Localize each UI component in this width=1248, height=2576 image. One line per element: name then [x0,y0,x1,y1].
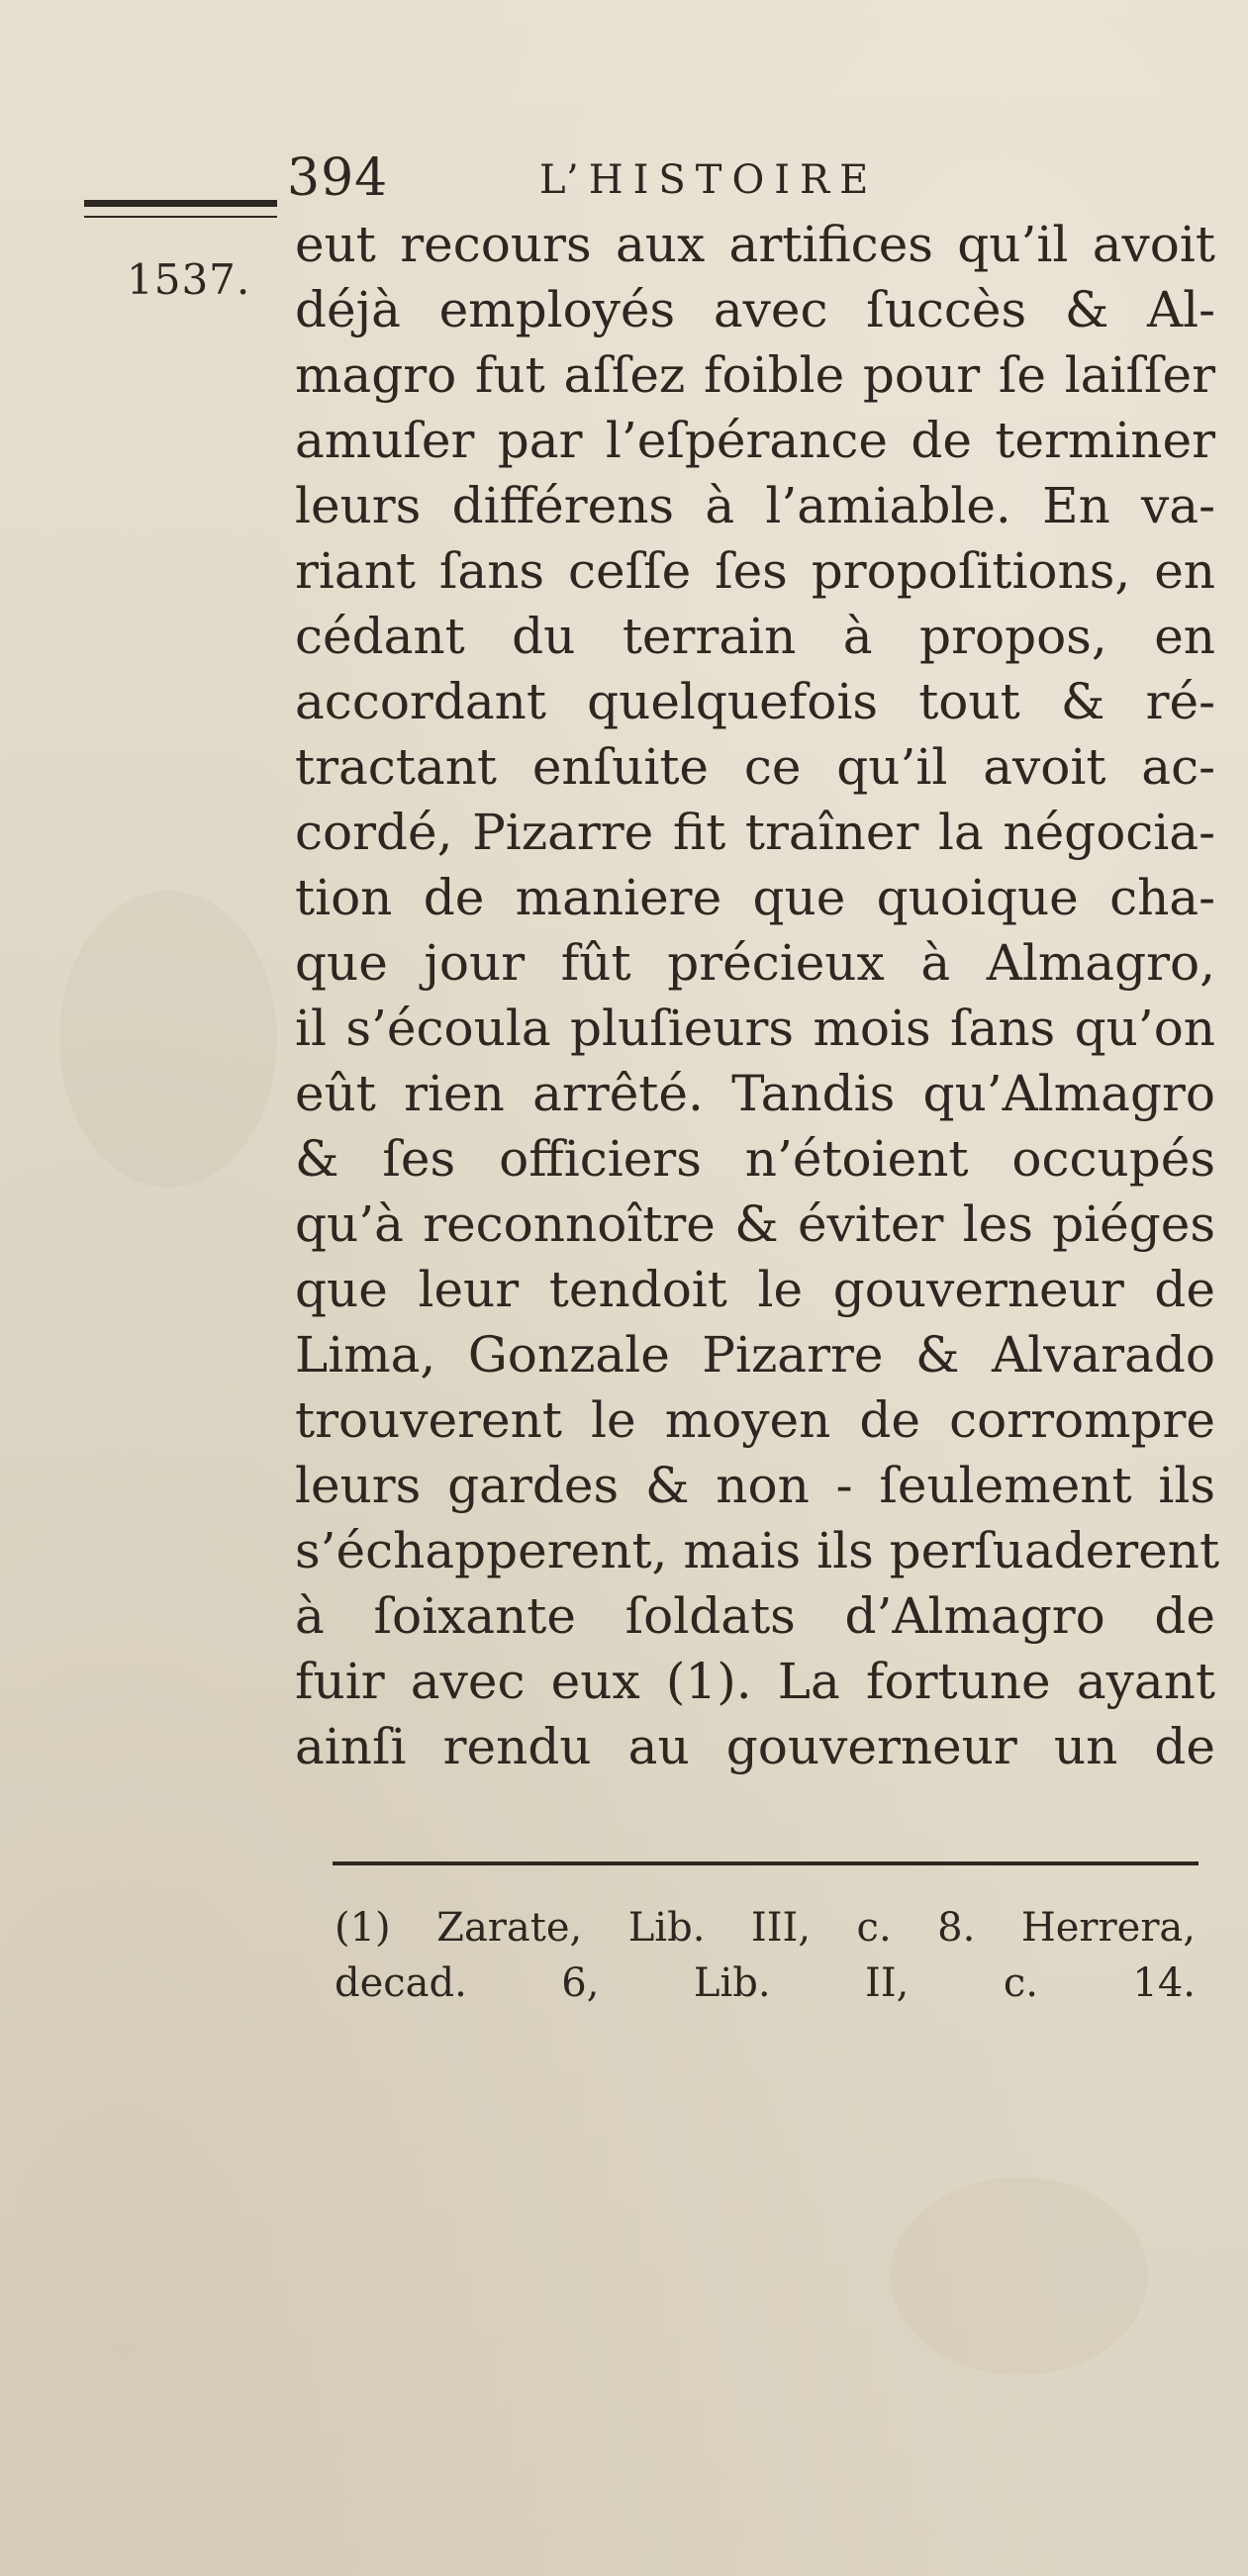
text-line: tion de maniere que quoique cha- [295,869,1215,926]
text-line: ainſi rendu au gouverneur un de [295,1718,1215,1775]
body-text [295,212,1220,1779]
text-line: il s’écoula pluſieurs mois ſans qu’on [295,1000,1215,1057]
text-line: cordé, Pizarre fit traîner la négocia- [295,804,1215,861]
text-line: s’échapperent, mais ils perſuaderent [295,1522,1220,1579]
text-line: amuſer par l’eſpérance de terminer [295,412,1215,469]
text-line: Lima, Gonzale Pizarre & Alvarado [295,1326,1215,1383]
text-line: qu’à reconnoître & éviter les piéges [295,1195,1215,1253]
header-rule-thin [84,216,277,218]
text-line: leurs gardes & non - ſeulement ils [295,1457,1215,1514]
text-line: tractant enſuite ce qu’il avoit ac- [295,738,1215,796]
footnote-rule [333,1861,1199,1865]
page-number: 394 [287,148,389,208]
text-line: trouverent le moyen de corrompre [295,1391,1215,1449]
footnotes [335,1900,1196,2011]
text-line: que jour fût précieux à Almagro, [295,934,1215,992]
margin-year: 1537. [127,255,251,304]
text-line: eût rien arrêté. Tandis qu’Almagro [295,1065,1215,1122]
text-line: leurs différens à l’amiable. En va- [295,477,1215,534]
paper-stain [891,2177,1148,2375]
text-line: à ſoixante ſoldats d’Almagro de [295,1587,1215,1645]
text-line: déjà employés avec ſuccès & Al- [295,281,1215,338]
text-line: cédant du terrain à propos, en [295,608,1215,665]
header-rule-thick [84,200,277,207]
text-line: riant ſans ceſſe ſes propoſitions, en [295,542,1215,600]
running-title: L’HISTOIRE [539,157,879,203]
footnote-line: decad. 6, Lib. II, c. 14. [335,1960,1196,2006]
text-line: & ſes officiers n’étoient occupés [295,1130,1215,1188]
paper-stain [59,891,277,1188]
text-line: fuir avec eux (1). La fortune ayant [295,1653,1215,1710]
footnote-line: (1) Zarate, Lib. III, c. 8. Herrera, [335,1905,1196,1951]
text-line: accordant quelquefois tout & ré- [295,673,1215,730]
text-line: eut recours aux artifices qu’il avoit [295,216,1215,273]
text-line: magro fut aſſez foible pour ſe laiſſer [295,346,1215,404]
text-line: que leur tendoit le gouverneur de [295,1261,1215,1318]
